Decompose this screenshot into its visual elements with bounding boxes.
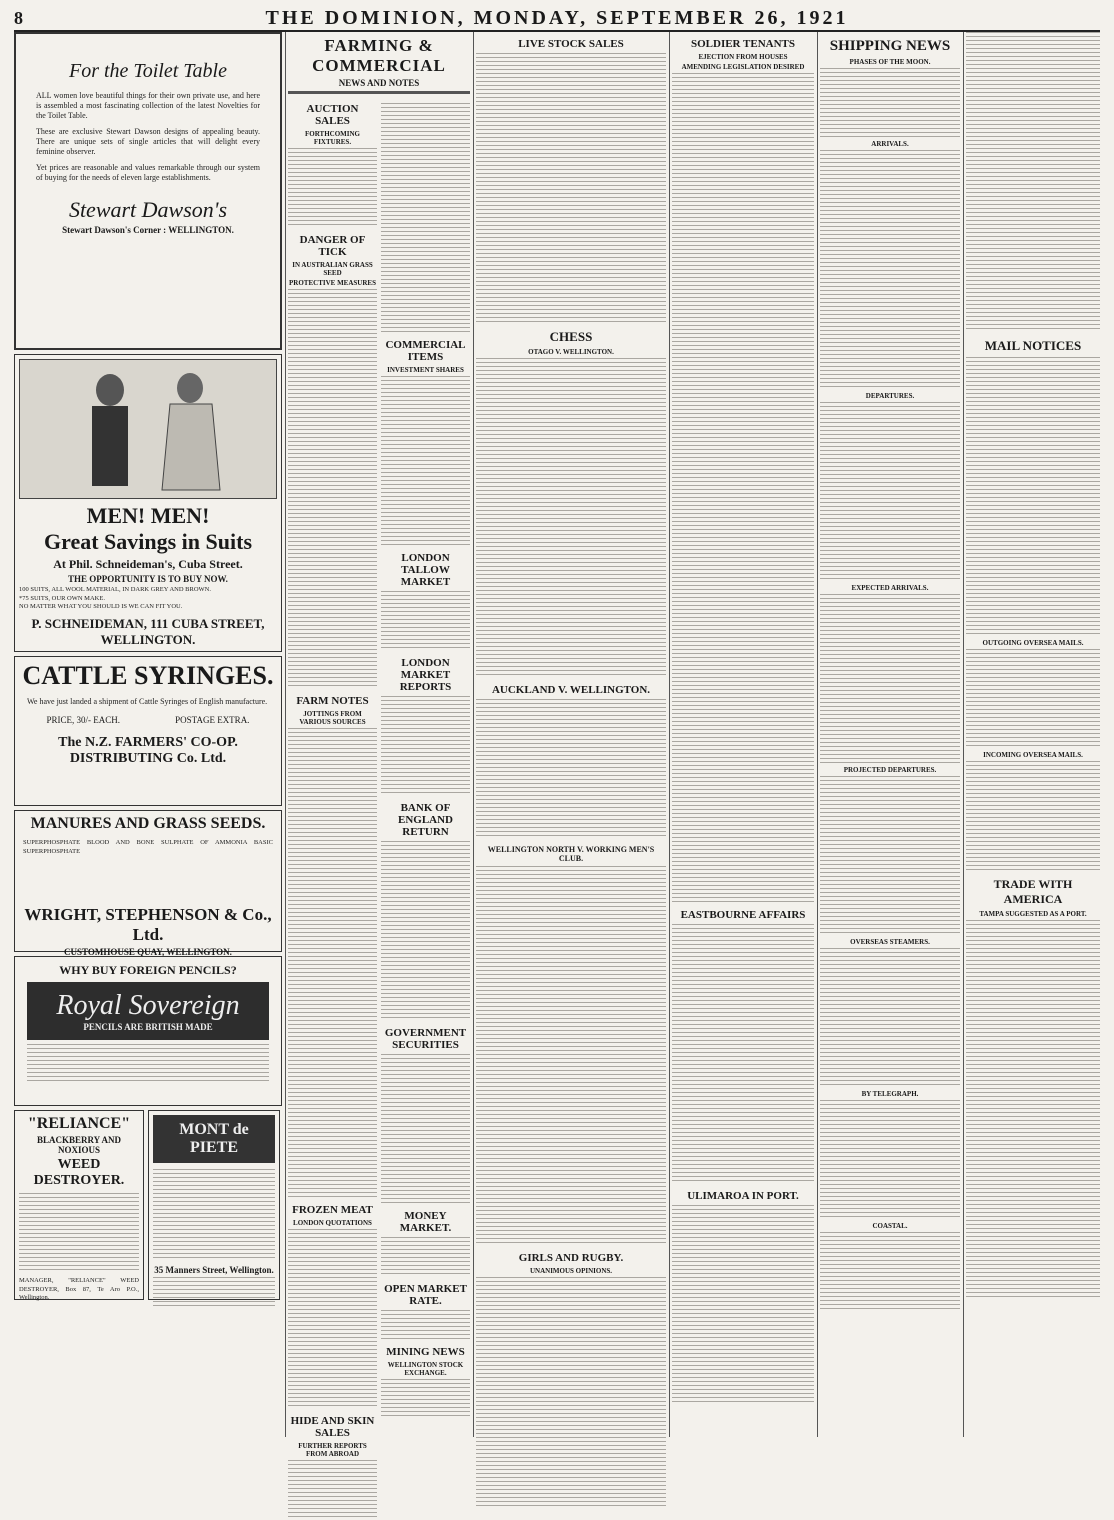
cattle-price: PRICE, 30/- EACH. bbox=[46, 715, 121, 725]
pencils-brand: Royal Sovereign bbox=[56, 990, 240, 1021]
toilet-ad-body: ALL women love beautiful things for their own private use, and here is assembled a most fascinating collection of the latest Novelties for the Toilet Table. bbox=[36, 91, 260, 120]
farming-column bbox=[288, 32, 470, 1458]
frozen-sub: LONDON QUOTATIONS bbox=[293, 1219, 372, 1227]
unanimous-heading: UNANIMOUS OPINIONS. bbox=[529, 1267, 613, 1275]
chess-table bbox=[476, 358, 666, 678]
tallow-heading: LONDON TALLOW MARKET bbox=[400, 552, 451, 588]
bank-heading: BANK OF ENGLAND RETURN bbox=[397, 802, 453, 838]
arrivals-list bbox=[820, 150, 960, 390]
suits-brand: P. SCHNEIDEMAN, 111 CUBA STREET, WELLINGTON. bbox=[31, 615, 265, 647]
commercial-heading: COMMERCIAL ITEMS bbox=[385, 339, 466, 363]
cattle-heading: CATTLE SYRINGES. bbox=[22, 661, 274, 690]
hide-sub: FURTHER REPORTS FROM ABROAD bbox=[298, 1442, 367, 1458]
pencils-ad bbox=[14, 956, 282, 1106]
soldier-sub: EJECTION FROM HOUSES bbox=[698, 53, 788, 61]
suits-ad bbox=[14, 354, 282, 652]
manures-brand-sub: CUSTOMHOUSE QUAY, WELLINGTON. bbox=[64, 947, 232, 957]
trade-text bbox=[966, 920, 1100, 1300]
open-heading: OPEN MARKET RATE. bbox=[384, 1283, 467, 1307]
masthead-title: THE DOMINION, MONDAY, SEPTEMBER 26, 1921 bbox=[265, 6, 849, 29]
suits-line-2: *75 SUITS, OUR OWN MAKE. bbox=[19, 594, 105, 602]
tick-sub: IN AUSTRALIAN GRASS SEED bbox=[292, 261, 373, 277]
monte-de-piete-ad bbox=[148, 1110, 280, 1300]
eastbourne-text bbox=[672, 924, 814, 1184]
page-number: 8 bbox=[14, 7, 23, 28]
bank-table bbox=[381, 841, 470, 1021]
cattle-body: We have just landed a shipment of Cattle Syringes of English manufacture. bbox=[27, 697, 268, 706]
hide-heading: HIDE AND SKIN SALES bbox=[290, 1415, 375, 1439]
livestock-heading: LIVE STOCK SALES bbox=[518, 38, 624, 50]
livestock-text bbox=[476, 53, 666, 323]
manures-brand: WRIGHT, STEPHENSON & Co., Ltd. bbox=[24, 905, 272, 944]
reliance-ad bbox=[14, 1110, 144, 1300]
reliance-copy bbox=[19, 1193, 139, 1273]
wellington-heading: WELLINGTON NORTH V. WORKING MEN'S CLUB. bbox=[487, 845, 655, 863]
trade-heading: TRADE WITH AMERICA bbox=[993, 877, 1073, 906]
forthcoming-heading: FORTHCOMING FIXTURES. bbox=[305, 130, 360, 146]
incoming-heading: INCOMING OVERSEA MAILS. bbox=[983, 751, 1083, 759]
farming-title: FARMING & COMMERCIAL bbox=[312, 36, 446, 75]
open-text bbox=[381, 1310, 470, 1340]
suits-headline: Great Savings in Suits bbox=[43, 529, 253, 554]
pencils-heading: WHY BUY FOREIGN PENCILS? bbox=[59, 963, 237, 977]
toilet-ad-body-3: Yet prices are reasonable and values remarkable through our system of buying for the needs of eleven large establishments. bbox=[36, 163, 260, 182]
arrivals-heading: ARRIVALS. bbox=[871, 140, 909, 148]
mining-sub: WELLINGTON STOCK EXCHANGE. bbox=[387, 1361, 464, 1377]
couple-illustration bbox=[19, 359, 277, 499]
projected-heading: PROJECTED DEPARTURES. bbox=[843, 766, 937, 774]
coastal-heading: COASTAL. bbox=[872, 1222, 908, 1230]
auction-text bbox=[288, 148, 377, 228]
departures-heading: DEPARTURES. bbox=[865, 392, 915, 400]
outgoing-heading: OUTGOING OVERSEA MAILS. bbox=[982, 639, 1084, 647]
ulimaroa-text bbox=[672, 1205, 814, 1405]
farming-sub: NEWS AND NOTES bbox=[338, 78, 420, 88]
coastal-list bbox=[820, 1232, 960, 1312]
tick-heading: DANGER OF TICK bbox=[299, 234, 366, 258]
advert-column bbox=[14, 32, 282, 1437]
farm-notes-text bbox=[288, 728, 377, 1198]
toilet-ad-brand-sub: Stewart Dawson's Corner : WELLINGTON. bbox=[62, 225, 234, 235]
outgoing-text bbox=[966, 649, 1100, 749]
cattle-postage: POSTAGE EXTRA. bbox=[175, 715, 250, 725]
toilet-ad-heading: For the Toilet Table bbox=[69, 60, 227, 82]
eastbourne-heading: EASTBOURNE AFFAIRS bbox=[680, 909, 806, 921]
auckland-text bbox=[476, 699, 666, 839]
manures-heading: MANURES AND GRASS SEEDS. bbox=[30, 815, 266, 832]
market-text bbox=[381, 696, 470, 796]
soldier-text bbox=[672, 73, 814, 903]
phases-heading: PHASES OF THE MOON. bbox=[849, 58, 931, 66]
suits-line-3: NO MATTER WHAT YOU SHOULD IS WE CAN FIT YOU. bbox=[19, 603, 183, 611]
jottings-heading: JOTTINGS FROM VARIOUS SOURCES bbox=[299, 710, 366, 726]
girls-heading: GIRLS AND RUGBY. bbox=[518, 1252, 624, 1264]
overseas-heading: OVERSEAS STEAMERS. bbox=[850, 938, 930, 946]
masthead bbox=[14, 6, 1100, 32]
incoming-text bbox=[966, 761, 1100, 871]
money-text bbox=[381, 1237, 470, 1277]
mail-column bbox=[966, 32, 1100, 1437]
monte-address: 35 Manners Street, Wellington. bbox=[154, 1265, 274, 1275]
trade-sub: TAMPA SUGGESTED AS A PORT. bbox=[979, 910, 1087, 918]
chess-sub: OTAGO V. WELLINGTON. bbox=[528, 348, 614, 356]
manures-ad bbox=[14, 810, 282, 957]
projected-list bbox=[820, 776, 960, 936]
mail-text bbox=[966, 357, 1100, 637]
expected-heading: EXPECTED ARRIVALS. bbox=[851, 584, 929, 592]
departures-list bbox=[820, 402, 960, 582]
shipping-heading: SHIPPING NEWS bbox=[829, 38, 951, 54]
investment-table bbox=[381, 376, 470, 546]
tick-text bbox=[288, 289, 377, 689]
auction-heading: AUCTION SALES bbox=[306, 103, 359, 127]
pencils-sub: PENCILS ARE BRITISH MADE bbox=[83, 1022, 213, 1032]
soldier-column bbox=[672, 32, 814, 1437]
auckland-heading: AUCKLAND V. WELLINGTON. bbox=[491, 684, 651, 696]
mining-text bbox=[381, 1379, 470, 1419]
reliance-footer: MANAGER, "RELIANCE" WEED DESTROYER, Box 87, Te Aro P.O., Wellington. bbox=[19, 1277, 139, 1302]
farm-notes-heading: FARM NOTES bbox=[296, 695, 369, 707]
toilet-ad-brand: Stewart Dawson's bbox=[68, 197, 228, 222]
ulimaroa-heading: ULIMAROA IN PORT. bbox=[687, 1190, 799, 1202]
chess-heading: CHESS bbox=[549, 329, 593, 344]
manures-list: SUPERPHOSPHATE BLOOD AND BONE SULPHATE OF AMMONIA BASIC SUPERPHOSPHATE bbox=[23, 839, 273, 855]
reliance-heading: "RELIANCE" bbox=[27, 1115, 131, 1132]
livestock-column bbox=[476, 32, 666, 1437]
frozen-heading: FROZEN MEAT bbox=[292, 1204, 373, 1216]
frozen-text bbox=[288, 1229, 377, 1409]
reliance-title: WEED DESTROYER. bbox=[33, 1157, 125, 1188]
expected-list bbox=[820, 594, 960, 764]
wellington-text bbox=[476, 866, 666, 1246]
passenger-list bbox=[966, 32, 1100, 332]
telegraph-list bbox=[820, 1100, 960, 1220]
monte-heading: MONT de PIETE bbox=[153, 1115, 275, 1163]
girls-text bbox=[476, 1277, 666, 1507]
monte-copy-2 bbox=[153, 1277, 275, 1307]
mining-heading: MINING NEWS bbox=[386, 1346, 465, 1358]
overseas-list bbox=[820, 948, 960, 1088]
hide-text bbox=[288, 1460, 377, 1520]
market-heading: LONDON MARKET REPORTS bbox=[399, 657, 452, 693]
telegraph-heading: BY TELEGRAPH. bbox=[861, 1090, 919, 1098]
couple-figures-icon bbox=[20, 360, 278, 498]
govt-heading: GOVERNMENT SECURITIES bbox=[384, 1027, 467, 1051]
mail-heading: MAIL NOTICES bbox=[984, 338, 1082, 353]
toilet-table-ad bbox=[14, 32, 282, 350]
reliance-sub: BLACKBERRY AND NOXIOUS bbox=[36, 1135, 122, 1155]
monte-copy bbox=[153, 1169, 275, 1259]
suits-offer: THE OPPORTUNITY IS TO BUY NOW. bbox=[68, 574, 228, 584]
investment-heading: INVESTMENT SHARES bbox=[387, 366, 464, 374]
suits-heading: MEN! MEN! bbox=[86, 503, 210, 528]
toilet-ad-body-2: These are exclusive Stewart Dawson designs of appealing beauty. There are unique sets of single articles that will delight every feminine observer. bbox=[36, 127, 260, 156]
suits-line-1: 100 SUITS, ALL WOOL MATERIAL, IN DARK GREY AND BROWN. bbox=[19, 586, 211, 593]
tallow-text bbox=[381, 591, 470, 651]
soldier-sub-2: AMENDING LEGISLATION DESIRED bbox=[681, 63, 805, 71]
money-heading: MONEY MARKET. bbox=[399, 1210, 452, 1234]
cattle-brand: The N.Z. FARMERS' CO-OP. DISTRIBUTING Co. Ltd. bbox=[58, 735, 238, 766]
tick-sub-2: PROTECTIVE MEASURES bbox=[289, 279, 376, 287]
suits-sub: At Phil. Schneideman's, Cuba Street. bbox=[53, 557, 243, 571]
phases-table bbox=[820, 68, 960, 138]
soldier-heading: SOLDIER TENANTS bbox=[690, 38, 796, 50]
wool-text bbox=[381, 103, 470, 333]
shipping-column bbox=[820, 32, 960, 1437]
pencils-copy bbox=[27, 1044, 269, 1084]
cattle-syringes-ad bbox=[14, 656, 282, 806]
govt-table bbox=[381, 1054, 470, 1204]
